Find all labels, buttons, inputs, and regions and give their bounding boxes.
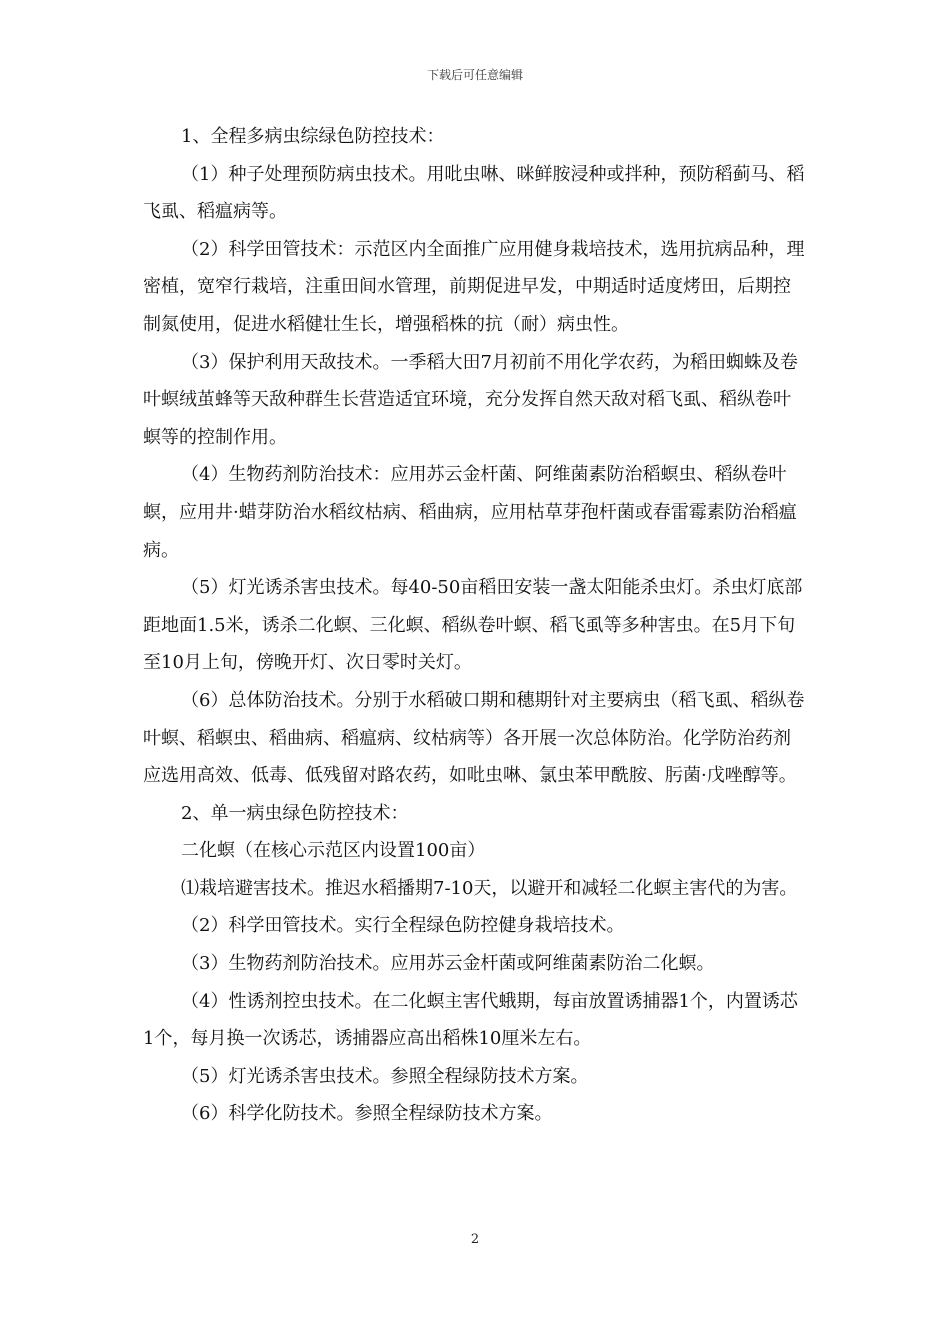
paragraph: （2）科学田管技术。实行全程绿色防控健身栽培技术。 — [181, 915, 625, 937]
paragraph: （5）灯光诱杀害虫技术。每40-50亩稻田安装一盏太阳能杀虫灯。杀虫灯底部距地面1.5米，诱杀二化螟、三化螟、稻纵卷叶螟、稻飞虱等多种害虫。在5月下旬至10月上旬，傍晚开灯、次日零时关灯。 — [143, 577, 803, 674]
subsection-heading: 二化螟（在核心示范区内设置100亩） — [181, 840, 486, 862]
paragraph: （3）保护利用天敌技术。一季稻大田7月初前不用化学农药，为稻田蜘蛛及卷叶螟绒茧蜂等天敌种群生长营造适宜环境，充分发挥自然天敌对稻飞虱、稻纵卷叶螟等的控制作用。 — [143, 351, 798, 448]
section-heading-2: 2、单一病虫绿色防控技术： — [181, 802, 409, 824]
section-heading-1: 1、全程多病虫综绿色防控技术： — [181, 126, 445, 147]
paragraph: （6）科学化防技术。参照全程绿防技术方案。 — [181, 1103, 553, 1125]
paragraph: （6）总体防治技术。分别于水稻破口期和穗期针对主要病虫（稻飞虱、稻纵卷叶螟、稻螟虫、稻曲病、稻瘟病、纹枯病等）各开展一次总体防治。化学防治药剂应选用高效、低毒、低残留对路农药，如吡虫啉、氯虫苯甲酰胺、肟菌·戊唑醇等。 — [143, 689, 805, 787]
document-body — [143, 118, 808, 1133]
paragraph: ⑴栽培避害技术。推迟水稻播期7-10天，以避开和减轻二化螟主害代的为害。 — [181, 877, 798, 899]
page-header: 下载后可任意编辑 — [426, 68, 523, 82]
paragraph: （4）生物药剂防治技术：应用苏云金杆菌、阿维菌素防治稻螟虫、稻纵卷叶螟，应用井·蜡芽防治水稻纹枯病、稻曲病，应用枯草芽孢杆菌或春雷霉素防治稻瘟病。 — [143, 464, 797, 561]
paragraph: （2）科学田管技术：示范区内全面推广应用健身栽培技术，选用抗病品种，理密植，宽窄行栽培，注重田间水管理，前期促进早发，中期适时适度烤田，后期控制氮使用，促进水稻健壮生长，增强稻株的抗（耐）病虫性。 — [143, 238, 805, 335]
paragraph: （1）种子处理预防病虫技术。用吡虫啉、咪鲜胺浸种或拌种，预防稻蓟马、稻飞虱、稻瘟病等。 — [143, 163, 805, 223]
paragraph: （3）生物药剂防治技术。应用苏云金杆菌或阿维菌素防治二化螟。 — [181, 953, 715, 975]
paragraph: （4）性诱剂控虫技术。在二化螟主害代蛾期，每亩放置诱捕器1个，内置诱芯1个，每月换一次诱芯，诱捕器应高出稻株10厘米左右。 — [143, 990, 798, 1050]
paragraph: （5）灯光诱杀害虫技术。参照全程绿防技术方案。 — [181, 1065, 589, 1087]
page-number: 2 — [470, 1232, 480, 1247]
